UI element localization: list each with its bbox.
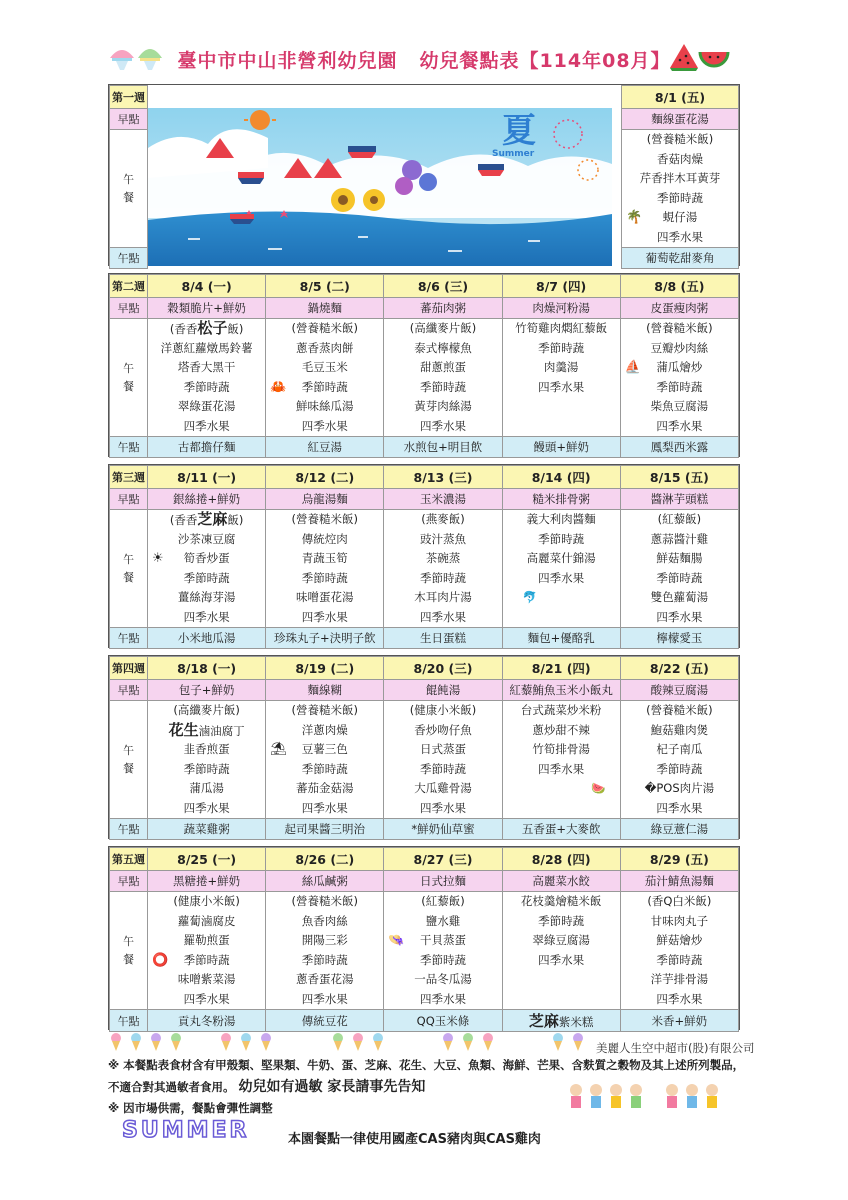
snack-cell: 起司果醬三明治 [266, 819, 384, 840]
snack-cell: 檸檬愛玉 [620, 628, 738, 649]
children-illustration [566, 1082, 736, 1122]
snack-label: 午點 [110, 248, 148, 269]
breakfast-cell: 黑糖捲+鮮奶 [148, 871, 266, 892]
breakfast-cell: 肉燥河粉湯 [502, 298, 620, 319]
day-date: 8/4 (一) [148, 275, 266, 298]
snack-cell: 芝麻紫米糕 [502, 1010, 620, 1032]
breakfast-label: 早點 [110, 109, 148, 130]
breakfast-cell: 紅藜鮪魚玉米小飯丸 [502, 680, 620, 701]
snack-cell: 麵包+優酪乳 [502, 628, 620, 649]
life-ring-icon: ⭕ [152, 952, 169, 968]
lunch-cell: (健康小米飯) 蘿蔔滷腐皮 羅勒煎蛋 ⭕ 季節時蔬 味噌紫菜湯 四季水果 [148, 892, 266, 1010]
snack-cell: 生日蛋糕 [384, 628, 502, 649]
week-label: 第二週 [110, 275, 148, 298]
day-date: 8/5 (二) [266, 275, 384, 298]
lunch-cell: 義大利肉醬麵 季節時蔬 高麗菜什錦湯 四季水果 🐬 [502, 510, 620, 628]
crab-icon: 🦀 [270, 379, 287, 395]
day-date: 8/27 (三) [384, 848, 502, 871]
breakfast-cell: 玉米濃湯 [384, 489, 502, 510]
day-date: 8/8 (五) [620, 275, 738, 298]
summer-logo: SUMMER [122, 1118, 250, 1143]
day-date: 8/18 (一) [148, 657, 266, 680]
snack-cell: 葡萄乾甜麥角 [622, 248, 739, 269]
snack-cell: 小米地瓜湯 [148, 628, 266, 649]
snack-cell: 蔬菜雞粥 [148, 819, 266, 840]
day-date: 8/7 (四) [502, 275, 620, 298]
lunch-cell: (高纖麥片飯) 花生滷油腐丁 韭香煎蛋 季節時蔬 蒲瓜湯 四季水果 [148, 701, 266, 819]
breakfast-cell: 鍋燒麵 [266, 298, 384, 319]
allergen-emphasis: 幼兒如有過敏 家長請事先告知 [238, 1079, 426, 1095]
day-date: 8/13 (三) [384, 466, 502, 489]
sun-icon: ☀ [152, 551, 164, 566]
dolphin-icon: 🐬 [522, 590, 537, 604]
snack-cell: 貢丸冬粉湯 [148, 1010, 266, 1032]
breakfast-cell: 蕃茄肉粥 [384, 298, 502, 319]
breakfast-cell: 茄汁鯖魚湯麵 [620, 871, 738, 892]
breakfast-cell: 絲瓜鹹粥 [266, 871, 384, 892]
lunch-label: 午 餐 [110, 892, 148, 1010]
allergen-note: ※ 本餐點表食材含有甲殼類、堅果類、牛奶、蛋、芝麻、花生、大豆、魚類、海鮮、芒果、含麩質之穀物及其上述所列製品，不適合對其過敏者食用。 幼兒如有過敏 家長請事先告知 [108, 1058, 745, 1095]
beach-umbrella-icon: ⛱ [270, 742, 287, 757]
snack-label: 午點 [110, 1010, 148, 1032]
day-date: 8/20 (三) [384, 657, 502, 680]
lunch-cell: (營養糙米飯) 蔥香蒸肉餅 毛豆玉米 🦀 季節時蔬 鮮味絲瓜湯 四季水果 [266, 319, 384, 437]
snack-cell: 珍珠丸子+決明子飲 [266, 628, 384, 649]
cas-meat-note: 本園餐點一律使用國產CAS豬肉與CAS雞肉 [288, 1132, 541, 1147]
summer-character: 夏 [502, 111, 536, 151]
breakfast-label: 早點 [110, 489, 148, 510]
breakfast-label: 早點 [110, 871, 148, 892]
day-date: 8/28 (四) [502, 848, 620, 871]
week-label: 第一週 [110, 86, 148, 109]
snack-cell: 綠豆薏仁湯 [620, 819, 738, 840]
lunch-cell: (燕麥飯) 豉汁蒸魚 茶碗蒸 季節時蔬 木耳肉片湯 四季水果 [384, 510, 502, 628]
breakfast-cell: 麵線蛋花湯 [622, 109, 739, 130]
lunch-cell: 竹筍雞肉燜紅藜飯 季節時蔬 肉羹湯 四季水果 [502, 319, 620, 437]
day-date: 8/12 (二) [266, 466, 384, 489]
snack-cell: 紅豆湯 [266, 437, 384, 458]
snack-cell: 鳳梨西米露 [620, 437, 738, 458]
lunch-cell: (營養糙米飯) 鮑菇雞肉煲 杞子南瓜 季節時蔬 �POS肉片湯 四季水果 [620, 701, 738, 819]
lunch-cell: (高纖麥片飯) 泰式檸檬魚 甜蔥煎蛋 季節時蔬 黃芽肉絲湯 四季水果 [384, 319, 502, 437]
breakfast-cell: 高麗菜水餃 [502, 871, 620, 892]
breakfast-cell: 餛飩湯 [384, 680, 502, 701]
summer-banner-illustration [148, 108, 612, 266]
menu-title: 幼兒餐點表【114年08月】 [419, 50, 671, 72]
snack-cell: 米香+鮮奶 [620, 1010, 738, 1032]
lunch-label: 午 餐 [110, 510, 148, 628]
day-date: 8/14 (四) [502, 466, 620, 489]
watermelon-decoration [666, 42, 730, 76]
lunch-cell: (營養糙米飯) 香菇肉燥 芹香拌木耳黃芽 季節時蔬 🌴 蜆仔湯 四季水果 [622, 130, 739, 248]
lunch-cell: (紅藜飯) 鹽水雞 👒 干貝蒸蛋 季節時蔬 一品冬瓜湯 四季水果 [384, 892, 502, 1010]
summer-word: Summer [492, 149, 535, 159]
breakfast-label: 早點 [110, 298, 148, 319]
breakfast-cell: 日式拉麵 [384, 871, 502, 892]
day-date: 8/25 (一) [148, 848, 266, 871]
day-date: 8/29 (五) [620, 848, 738, 871]
snack-cell: 水煎包+明目飲 [384, 437, 502, 458]
week-label: 第三週 [110, 466, 148, 489]
sun-hat-icon: 👒 [388, 933, 405, 948]
day-date: 8/6 (三) [384, 275, 502, 298]
lunch-cell: 花枝羹燴糙米飯 季節時蔬 翠綠豆腐湯 四季水果 [502, 892, 620, 1010]
lunch-cell: (健康小米飯) 香炒吻仔魚 日式蒸蛋 季節時蔬 大瓜雞骨湯 四季水果 [384, 701, 502, 819]
snack-cell: *鮮奶仙草蜜 [384, 819, 502, 840]
breakfast-cell: 烏龍湯麵 [266, 489, 384, 510]
market-note: ※ 因市場供需，餐點會彈性調整 [108, 1101, 273, 1115]
breakfast-label: 早點 [110, 680, 148, 701]
lunch-cell: (香香芝麻飯) 沙茶凍豆腐 ☀ 筍香炒蛋 季節時蔬 薑絲海芽湯 四季水果 [148, 510, 266, 628]
snack-label: 午點 [110, 628, 148, 649]
lunch-cell: (營養糙米飯) 傳統焢肉 青蔬玉筍 季節時蔬 味噌蛋花湯 四季水果 [266, 510, 384, 628]
snack-label: 午點 [110, 437, 148, 458]
snack-label: 午點 [110, 819, 148, 840]
day-date: 8/26 (二) [266, 848, 384, 871]
snack-cell: QQ玉米條 [384, 1010, 502, 1032]
lunch-label: 午 餐 [110, 319, 148, 437]
breakfast-cell: 銀絲捲+鮮奶 [148, 489, 266, 510]
day-date: 8/1 (五) [622, 86, 739, 109]
lunch-cell: (營養糙米飯) 洋蔥肉燥 ⛱ 豆薯三色 季節時蔬 蕃茄金菇湯 四季水果 [266, 701, 384, 819]
week-label: 第四週 [110, 657, 148, 680]
snack-cell: 古都擔仔麵 [148, 437, 266, 458]
week-4-table [108, 655, 740, 839]
breakfast-cell: 糙米排骨粥 [502, 489, 620, 510]
supplier-name: 美麗人生空中超市(股)有限公司 [596, 1041, 755, 1055]
day-date: 8/15 (五) [620, 466, 738, 489]
snack-cell: 五香蛋+大麥飲 [502, 819, 620, 840]
breakfast-cell: 穀類脆片+鮮奶 [148, 298, 266, 319]
breakfast-cell: 酸辣豆腐湯 [620, 680, 738, 701]
day-date: 8/11 (一) [148, 466, 266, 489]
day-date: 8/19 (二) [266, 657, 384, 680]
watermelon-icon: 🍉 [591, 781, 606, 795]
lunch-cell: (香香松子飯) 洋蔥紅蘿燉馬鈴薯 塔香大黑干 季節時蔬 翠綠蛋花湯 四季水果 [148, 319, 266, 437]
lunch-cell: (營養糙米飯) 魚香肉絲 開陽三彩 季節時蔬 蔥香蛋花湯 四季水果 [266, 892, 384, 1010]
day-date: 8/22 (五) [620, 657, 738, 680]
week-5-table [108, 846, 740, 1030]
week-2-table [108, 273, 740, 457]
lunch-cell: (香Q白米飯) 甘味肉丸子 鮮菇燴炒 季節時蔬 洋芋排骨湯 四季水果 [620, 892, 738, 1010]
school-name: 臺中市中山非營利幼兒園 [177, 50, 398, 72]
week-3-table [108, 464, 740, 648]
sailboat-icon: ⛵ [624, 360, 641, 375]
lunch-label: 午 餐 [110, 701, 148, 819]
palm-tree-icon: 🌴 [626, 210, 643, 225]
week-label: 第五週 [110, 848, 148, 871]
breakfast-cell: 麵線糊 [266, 680, 384, 701]
lunch-cell: (營養糙米飯) 豆瓣炒肉絲 ⛵ 蒲瓜燴炒 季節時蔬 柴魚豆腐湯 四季水果 [620, 319, 738, 437]
snack-cell: 饅頭+鮮奶 [502, 437, 620, 458]
snack-cell: 傳統豆花 [266, 1010, 384, 1032]
lunch-cell: (紅藜飯) 蔥蒜醬汁雞 鮮菇麵腸 季節時蔬 雙色蘿蔔湯 四季水果 [620, 510, 738, 628]
day-date: 8/21 (四) [502, 657, 620, 680]
lunch-cell: 台式蔬菜炒米粉 蔥炒甜不辣 竹筍排骨湯 四季水果 🍉 [502, 701, 620, 819]
breakfast-cell: 包子+鮮奶 [148, 680, 266, 701]
breakfast-cell: 皮蛋瘦肉粥 [620, 298, 738, 319]
breakfast-cell: 醬淋芋頭糕 [620, 489, 738, 510]
lunch-label: 午 餐 [110, 130, 148, 248]
